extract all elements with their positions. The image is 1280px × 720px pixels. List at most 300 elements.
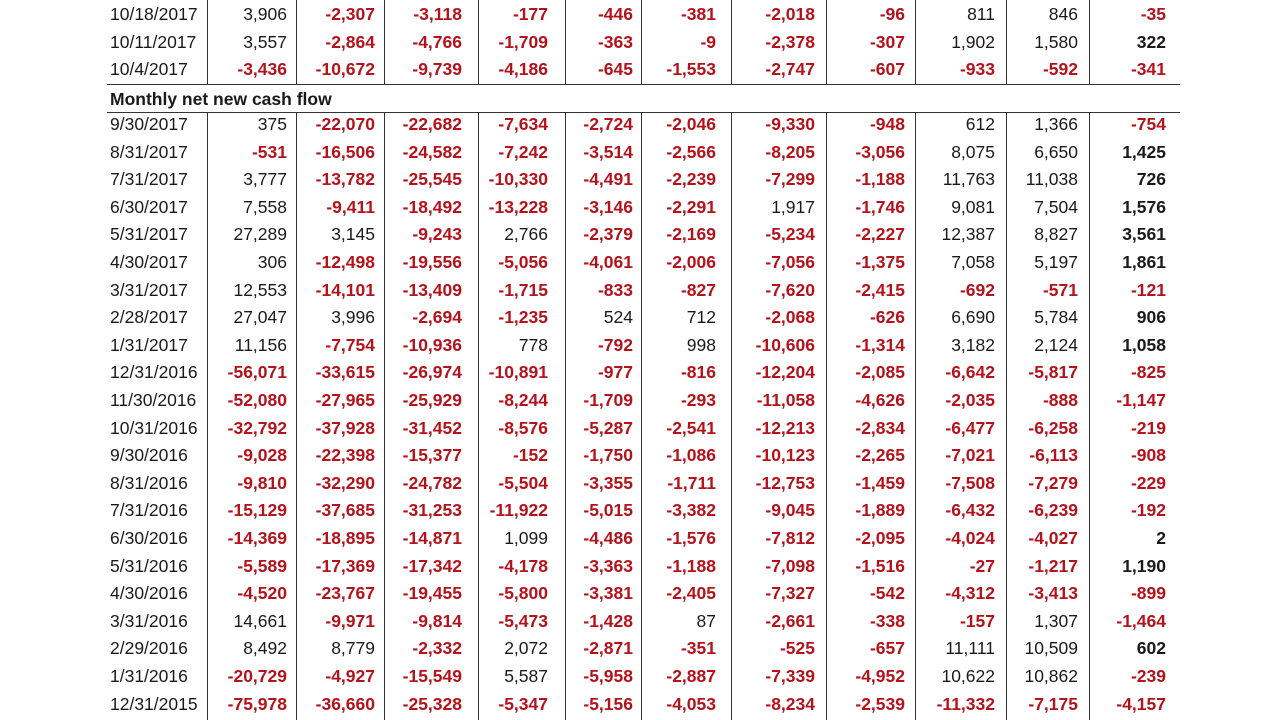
table-row <box>0 277 1280 305</box>
table-cell: -4,312 <box>945 583 995 604</box>
row-date: 2/29/2016 <box>110 638 188 659</box>
row-date: 9/30/2017 <box>110 114 188 134</box>
column-divider <box>384 0 385 84</box>
table-cell: -2,095 <box>855 528 905 548</box>
table-cell: 7,058 <box>951 252 995 272</box>
table-cell: -16,506 <box>315 141 375 162</box>
table-cell: -12,204 <box>755 362 815 383</box>
table-cell: -7,508 <box>945 472 995 493</box>
table-cell: 906 <box>1136 307 1166 328</box>
table-cell: -10,936 <box>402 334 462 355</box>
table-cell: -6,642 <box>945 362 995 383</box>
table-cell: -4,626 <box>855 390 905 410</box>
row-date: 10/18/2017 <box>110 4 198 24</box>
table-cell: -75,978 <box>227 693 287 714</box>
table-cell: -96 <box>879 4 905 24</box>
table-row <box>0 304 1280 332</box>
table-cell: 7,504 <box>1034 196 1078 217</box>
table-cell: -792 <box>597 334 633 355</box>
table-cell: -2,227 <box>855 224 905 245</box>
table-cell: -1,235 <box>498 307 548 328</box>
table-cell: 712 <box>686 307 716 328</box>
table-cell: 12,553 <box>233 279 287 300</box>
table-cell: -3,363 <box>583 555 633 576</box>
table-cell: -10,672 <box>315 59 375 80</box>
table-cell: -7,634 <box>498 114 548 134</box>
table-cell: 87 <box>696 610 716 631</box>
table-cell: -13,782 <box>315 169 375 190</box>
table-cell: -888 <box>1042 390 1078 410</box>
table-cell: -5,056 <box>498 252 548 272</box>
table-cell: 846 <box>1048 4 1078 24</box>
row-date: 8/31/2016 <box>110 472 188 493</box>
table-cell: -25,929 <box>402 390 462 410</box>
column-divider <box>641 0 642 84</box>
table-cell: -9,411 <box>326 196 375 217</box>
table-cell: -2,239 <box>666 169 716 190</box>
table-cell: 612 <box>965 114 995 134</box>
table-cell: 1,902 <box>951 31 995 52</box>
table-row <box>0 56 1280 84</box>
table-cell: -7,754 <box>325 334 375 355</box>
table-cell: -6,258 <box>1028 417 1078 438</box>
table-cell: -11,058 <box>756 390 815 410</box>
table-cell: -1,746 <box>855 196 905 217</box>
table-row <box>0 580 1280 608</box>
table-cell: -10,891 <box>488 362 548 383</box>
table-cell: -307 <box>869 31 905 52</box>
table-cell: -5,156 <box>583 693 633 714</box>
table-cell: -19,455 <box>402 583 462 604</box>
table-cell: 1,190 <box>1122 555 1166 576</box>
table-cell: -10,330 <box>488 169 548 190</box>
column-divider <box>384 113 385 720</box>
table-cell: -4,520 <box>237 583 287 604</box>
table-cell: 11,038 <box>1025 169 1078 190</box>
table-cell: -13,409 <box>402 279 462 300</box>
column-divider <box>1006 113 1007 720</box>
column-divider <box>826 113 827 720</box>
table-cell: -27 <box>969 555 995 576</box>
table-cell: 778 <box>518 334 548 355</box>
table-cell: -11,332 <box>936 693 995 714</box>
table-cell: -14,101 <box>315 279 375 300</box>
table-cell: -11,922 <box>489 500 548 521</box>
table-cell: -229 <box>1130 472 1166 493</box>
table-cell: -2,006 <box>666 252 716 272</box>
row-date: 1/31/2017 <box>110 334 188 355</box>
table-row <box>0 166 1280 194</box>
table-cell: -32,792 <box>227 417 287 438</box>
table-cell: -4,927 <box>325 666 375 686</box>
table-cell: -9,814 <box>412 610 462 631</box>
row-date: 7/31/2017 <box>110 169 188 190</box>
table-cell: -4,157 <box>1116 693 1166 714</box>
table-cell: -3,436 <box>237 59 287 80</box>
column-divider <box>1006 0 1007 84</box>
table-cell: -948 <box>869 114 905 134</box>
table-cell: -19,556 <box>402 252 462 272</box>
table-cell: -1,086 <box>666 445 716 466</box>
table-cell: -7,299 <box>765 169 815 190</box>
table-cell: -192 <box>1130 500 1166 521</box>
table-cell: -56,071 <box>227 362 287 383</box>
table-cell: -1,147 <box>1116 390 1166 410</box>
table-cell: 3,557 <box>243 31 287 52</box>
table-cell: -5,234 <box>765 224 815 245</box>
table-cell: -22,398 <box>315 445 375 466</box>
table-row <box>0 553 1280 581</box>
table-cell: -7,098 <box>765 555 815 576</box>
table-cell: 3,182 <box>951 334 995 355</box>
row-date: 5/31/2016 <box>110 555 188 576</box>
table-cell: -8,205 <box>765 141 815 162</box>
table-cell: -7,327 <box>765 583 815 604</box>
table-cell: -18,895 <box>315 528 375 548</box>
table-row <box>0 663 1280 691</box>
table-cell: -31,253 <box>402 500 462 521</box>
column-divider <box>296 0 297 84</box>
table-row <box>0 249 1280 277</box>
table-cell: -1,715 <box>498 279 548 300</box>
table-cell: -5,347 <box>498 693 548 714</box>
table-cell: 602 <box>1136 638 1166 659</box>
table-cell: -9,971 <box>325 610 375 631</box>
table-cell: 5,587 <box>504 666 548 686</box>
table-cell: -3,118 <box>413 4 462 24</box>
table-cell: 3,561 <box>1122 224 1166 245</box>
table-cell: 524 <box>603 307 633 328</box>
section-rule-top <box>107 84 1180 85</box>
table-cell: 11,111 <box>945 638 995 659</box>
table-cell: -2,018 <box>765 4 815 24</box>
column-divider <box>565 0 566 84</box>
table-cell: -341 <box>1130 59 1166 80</box>
table-row <box>0 29 1280 57</box>
table-cell: -1,464 <box>1116 610 1166 631</box>
table-cell: -825 <box>1130 362 1166 383</box>
table-cell: -2,724 <box>583 114 633 134</box>
table-row <box>0 442 1280 470</box>
column-divider <box>478 0 479 84</box>
table-cell: -571 <box>1042 279 1078 300</box>
table-cell: -25,328 <box>402 693 462 714</box>
table-cell: -657 <box>869 638 905 659</box>
column-divider <box>826 0 827 84</box>
table-cell: 2,124 <box>1034 334 1078 355</box>
table-cell: -239 <box>1130 666 1166 686</box>
table-cell: 1,058 <box>1122 334 1166 355</box>
table-cell: -7,339 <box>765 666 815 686</box>
table-cell: -531 <box>251 141 287 162</box>
table-cell: -5,015 <box>583 500 633 521</box>
table-cell: -1,188 <box>855 169 905 190</box>
table-cell: -2,035 <box>945 390 995 410</box>
table-cell: -18,492 <box>402 196 462 217</box>
table-cell: -12,213 <box>755 417 815 438</box>
row-date: 9/30/2016 <box>110 445 188 466</box>
table-cell: 375 <box>257 114 287 134</box>
table-cell: -5,473 <box>498 610 548 631</box>
table-cell: -5,958 <box>583 666 633 686</box>
table-cell: -3,146 <box>583 196 633 217</box>
table-cell: 1,307 <box>1034 610 1078 631</box>
table-cell: -351 <box>680 638 716 659</box>
table-cell: -692 <box>959 279 995 300</box>
table-cell: 5,784 <box>1034 307 1078 328</box>
table-cell: -7,056 <box>765 252 815 272</box>
table-cell: -1,889 <box>855 500 905 521</box>
table-cell: -20,729 <box>227 666 287 686</box>
row-date: 2/28/2017 <box>110 307 188 328</box>
table-cell: -8,576 <box>498 417 548 438</box>
table-cell: 8,075 <box>951 141 995 162</box>
table-cell: -4,027 <box>1028 528 1078 548</box>
table-cell: -4,766 <box>412 31 462 52</box>
table-row <box>0 497 1280 525</box>
table-cell: -2,046 <box>666 114 716 134</box>
table-cell: -2,307 <box>325 4 375 24</box>
table-cell: -2,661 <box>765 610 815 631</box>
table-cell: 27,047 <box>233 307 287 328</box>
table-cell: -157 <box>959 610 995 631</box>
table-cell: -177 <box>512 4 548 24</box>
table-cell: -977 <box>597 362 633 383</box>
row-date: 12/31/2015 <box>110 693 198 714</box>
table-cell: -3,381 <box>583 583 633 604</box>
table-cell: -9,739 <box>412 59 462 80</box>
table-cell: -2,265 <box>855 445 905 466</box>
table-cell: -219 <box>1130 417 1166 438</box>
table-cell: -2,541 <box>666 417 716 438</box>
table-cell: -542 <box>869 583 905 604</box>
table-cell: -5,800 <box>498 583 548 604</box>
row-date: 3/31/2016 <box>110 610 188 631</box>
row-date: 12/31/2016 <box>110 362 198 383</box>
table-cell: 10,622 <box>941 666 995 686</box>
column-divider <box>731 0 732 84</box>
column-divider <box>207 113 208 720</box>
table-cell: -293 <box>680 390 716 410</box>
table-cell: -2,379 <box>583 224 633 245</box>
table-cell: -2,332 <box>412 638 462 659</box>
table-cell: -2,694 <box>412 307 462 328</box>
table-row <box>0 635 1280 663</box>
table-cell: 1,425 <box>1122 141 1166 162</box>
column-divider <box>915 0 916 84</box>
table-cell: 1,099 <box>504 528 548 548</box>
table-cell: -8,244 <box>498 390 548 410</box>
table-cell: -52,080 <box>227 390 287 410</box>
table-cell: -2,539 <box>855 693 905 714</box>
table-cell: -12,753 <box>755 472 815 493</box>
table-cell: -22,682 <box>402 114 462 134</box>
table-row <box>0 387 1280 415</box>
table-cell: 1,861 <box>1122 252 1166 272</box>
table-cell: -3,413 <box>1028 583 1078 604</box>
table-cell: -4,178 <box>498 555 548 576</box>
table-row <box>0 691 1280 719</box>
table-cell: -3,382 <box>666 500 716 521</box>
table-cell: -5,287 <box>583 417 633 438</box>
table-cell: 8,492 <box>243 638 287 659</box>
table-cell: -12,498 <box>315 252 375 272</box>
table-cell: -3,355 <box>583 472 633 493</box>
table-row <box>0 111 1280 139</box>
table-cell: -15,377 <box>402 445 462 466</box>
table-cell: -363 <box>597 31 633 52</box>
table-cell: 8,779 <box>331 638 375 659</box>
table-cell: -2,887 <box>666 666 716 686</box>
table-cell: -7,620 <box>765 279 815 300</box>
table-cell: -1,428 <box>583 610 633 631</box>
table-cell: -827 <box>680 279 716 300</box>
table-cell: -24,782 <box>402 472 462 493</box>
table-cell: -626 <box>869 307 905 328</box>
table-cell: -9,330 <box>765 114 815 134</box>
table-cell: 1,580 <box>1034 31 1078 52</box>
table-cell: -121 <box>1130 279 1166 300</box>
column-divider <box>296 113 297 720</box>
table-cell: -4,024 <box>945 528 995 548</box>
table-cell: -3,514 <box>583 141 633 162</box>
table-cell: 7,558 <box>243 196 287 217</box>
table-cell: -22,070 <box>315 114 375 134</box>
table-cell: -6,113 <box>1029 445 1078 466</box>
table-cell: 10,509 <box>1024 638 1078 659</box>
table-cell: -2,864 <box>325 31 375 52</box>
row-date: 4/30/2016 <box>110 583 188 604</box>
table-cell: -6,239 <box>1028 500 1078 521</box>
table-cell: 11,763 <box>942 169 995 190</box>
table-cell: -7,812 <box>765 528 815 548</box>
table-cell: -933 <box>959 59 995 80</box>
table-cell: -2,871 <box>583 638 633 659</box>
column-divider <box>1089 0 1090 84</box>
row-date: 3/31/2017 <box>110 279 188 300</box>
table-row <box>0 470 1280 498</box>
table-cell: -1,709 <box>498 31 548 52</box>
table-cell: -9 <box>700 31 716 52</box>
row-date: 1/31/2016 <box>110 666 188 686</box>
table-cell: -1,459 <box>855 472 905 493</box>
table-cell: 6,690 <box>951 307 995 328</box>
column-divider <box>207 0 208 84</box>
table-cell: -10,123 <box>755 445 815 466</box>
table-cell: 3,906 <box>243 4 287 24</box>
table-cell: -645 <box>597 59 633 80</box>
table-cell: -1,516 <box>855 555 905 576</box>
table-cell: 11,156 <box>234 334 287 355</box>
table-cell: -152 <box>512 445 548 466</box>
table-cell: -17,369 <box>315 555 375 576</box>
table-cell: 3,145 <box>331 224 375 245</box>
row-date: 6/30/2017 <box>110 196 188 217</box>
table-cell: -7,175 <box>1028 693 1078 714</box>
table-cell: -4,061 <box>583 252 633 272</box>
table-cell: -5,589 <box>237 555 287 576</box>
table-cell: -23,767 <box>315 583 375 604</box>
table-cell: -7,242 <box>498 141 548 162</box>
table-cell: 2,766 <box>504 224 548 245</box>
table-cell: -4,186 <box>498 59 548 80</box>
table-cell: 998 <box>686 334 716 355</box>
table-cell: -607 <box>869 59 905 80</box>
table-cell: -33,615 <box>315 362 375 383</box>
table-cell: -2,415 <box>855 279 905 300</box>
table-cell: -338 <box>869 610 905 631</box>
table-cell: -2,834 <box>855 417 905 438</box>
table-cell: -2,169 <box>666 224 716 245</box>
table-cell: 10,862 <box>1024 666 1078 686</box>
table-cell: -14,871 <box>402 528 462 548</box>
table-cell: 1,576 <box>1122 196 1166 217</box>
table-cell: 6,650 <box>1034 141 1078 162</box>
table-cell: -525 <box>779 638 815 659</box>
table-cell: -17,342 <box>402 555 462 576</box>
table-cell: -908 <box>1130 445 1166 466</box>
table-cell: -446 <box>597 4 633 24</box>
table-cell: 27,289 <box>233 224 287 245</box>
row-date: 5/31/2017 <box>110 224 188 245</box>
table-cell: -1,188 <box>666 555 716 576</box>
table-cell: -2,405 <box>666 583 716 604</box>
table-cell: -26,974 <box>402 362 462 383</box>
column-divider <box>1089 113 1090 720</box>
table-cell: 1,917 <box>771 196 815 217</box>
table-cell: -816 <box>680 362 716 383</box>
table-cell: -25,545 <box>402 169 462 190</box>
table-cell: -2,378 <box>765 31 815 52</box>
table-cell: 322 <box>1136 31 1166 52</box>
table-cell: -6,432 <box>945 500 995 521</box>
table-row <box>0 608 1280 636</box>
table-cell: -35 <box>1140 4 1166 24</box>
table-row <box>0 221 1280 249</box>
table-cell: -2,085 <box>855 362 905 383</box>
table-row <box>0 359 1280 387</box>
table-cell: -5,504 <box>498 472 548 493</box>
table-cell: -9,243 <box>412 224 462 245</box>
table-cell: 726 <box>1136 169 1166 190</box>
table-cell: -9,028 <box>237 445 287 466</box>
row-date: 10/31/2016 <box>110 417 198 438</box>
table-cell: -4,952 <box>855 666 905 686</box>
table-cell: -5,817 <box>1028 362 1078 383</box>
row-date: 11/30/2016 <box>110 390 197 410</box>
table-cell: -27,965 <box>315 390 375 410</box>
table-cell: -1,375 <box>855 252 905 272</box>
column-divider <box>565 113 566 720</box>
table-cell: 14,661 <box>233 610 287 631</box>
table-cell: -7,279 <box>1028 472 1078 493</box>
table-cell: 306 <box>257 252 287 272</box>
table-cell: -4,053 <box>666 693 716 714</box>
table-cell: -2,068 <box>765 307 815 328</box>
table-cell: -6,477 <box>945 417 995 438</box>
table-cell: -592 <box>1042 59 1078 80</box>
table-cell: -31,452 <box>402 417 462 438</box>
row-date: 7/31/2016 <box>110 500 188 521</box>
table-cell: -2,566 <box>666 141 716 162</box>
table-cell: 3,777 <box>243 169 287 190</box>
table-cell: -1,709 <box>583 390 633 410</box>
row-date: 8/31/2017 <box>110 141 188 162</box>
table-cell: 9,081 <box>951 196 995 217</box>
table-cell: -9,045 <box>765 500 815 521</box>
table-cell: -8,234 <box>765 693 815 714</box>
table-cell: -4,486 <box>583 528 633 548</box>
